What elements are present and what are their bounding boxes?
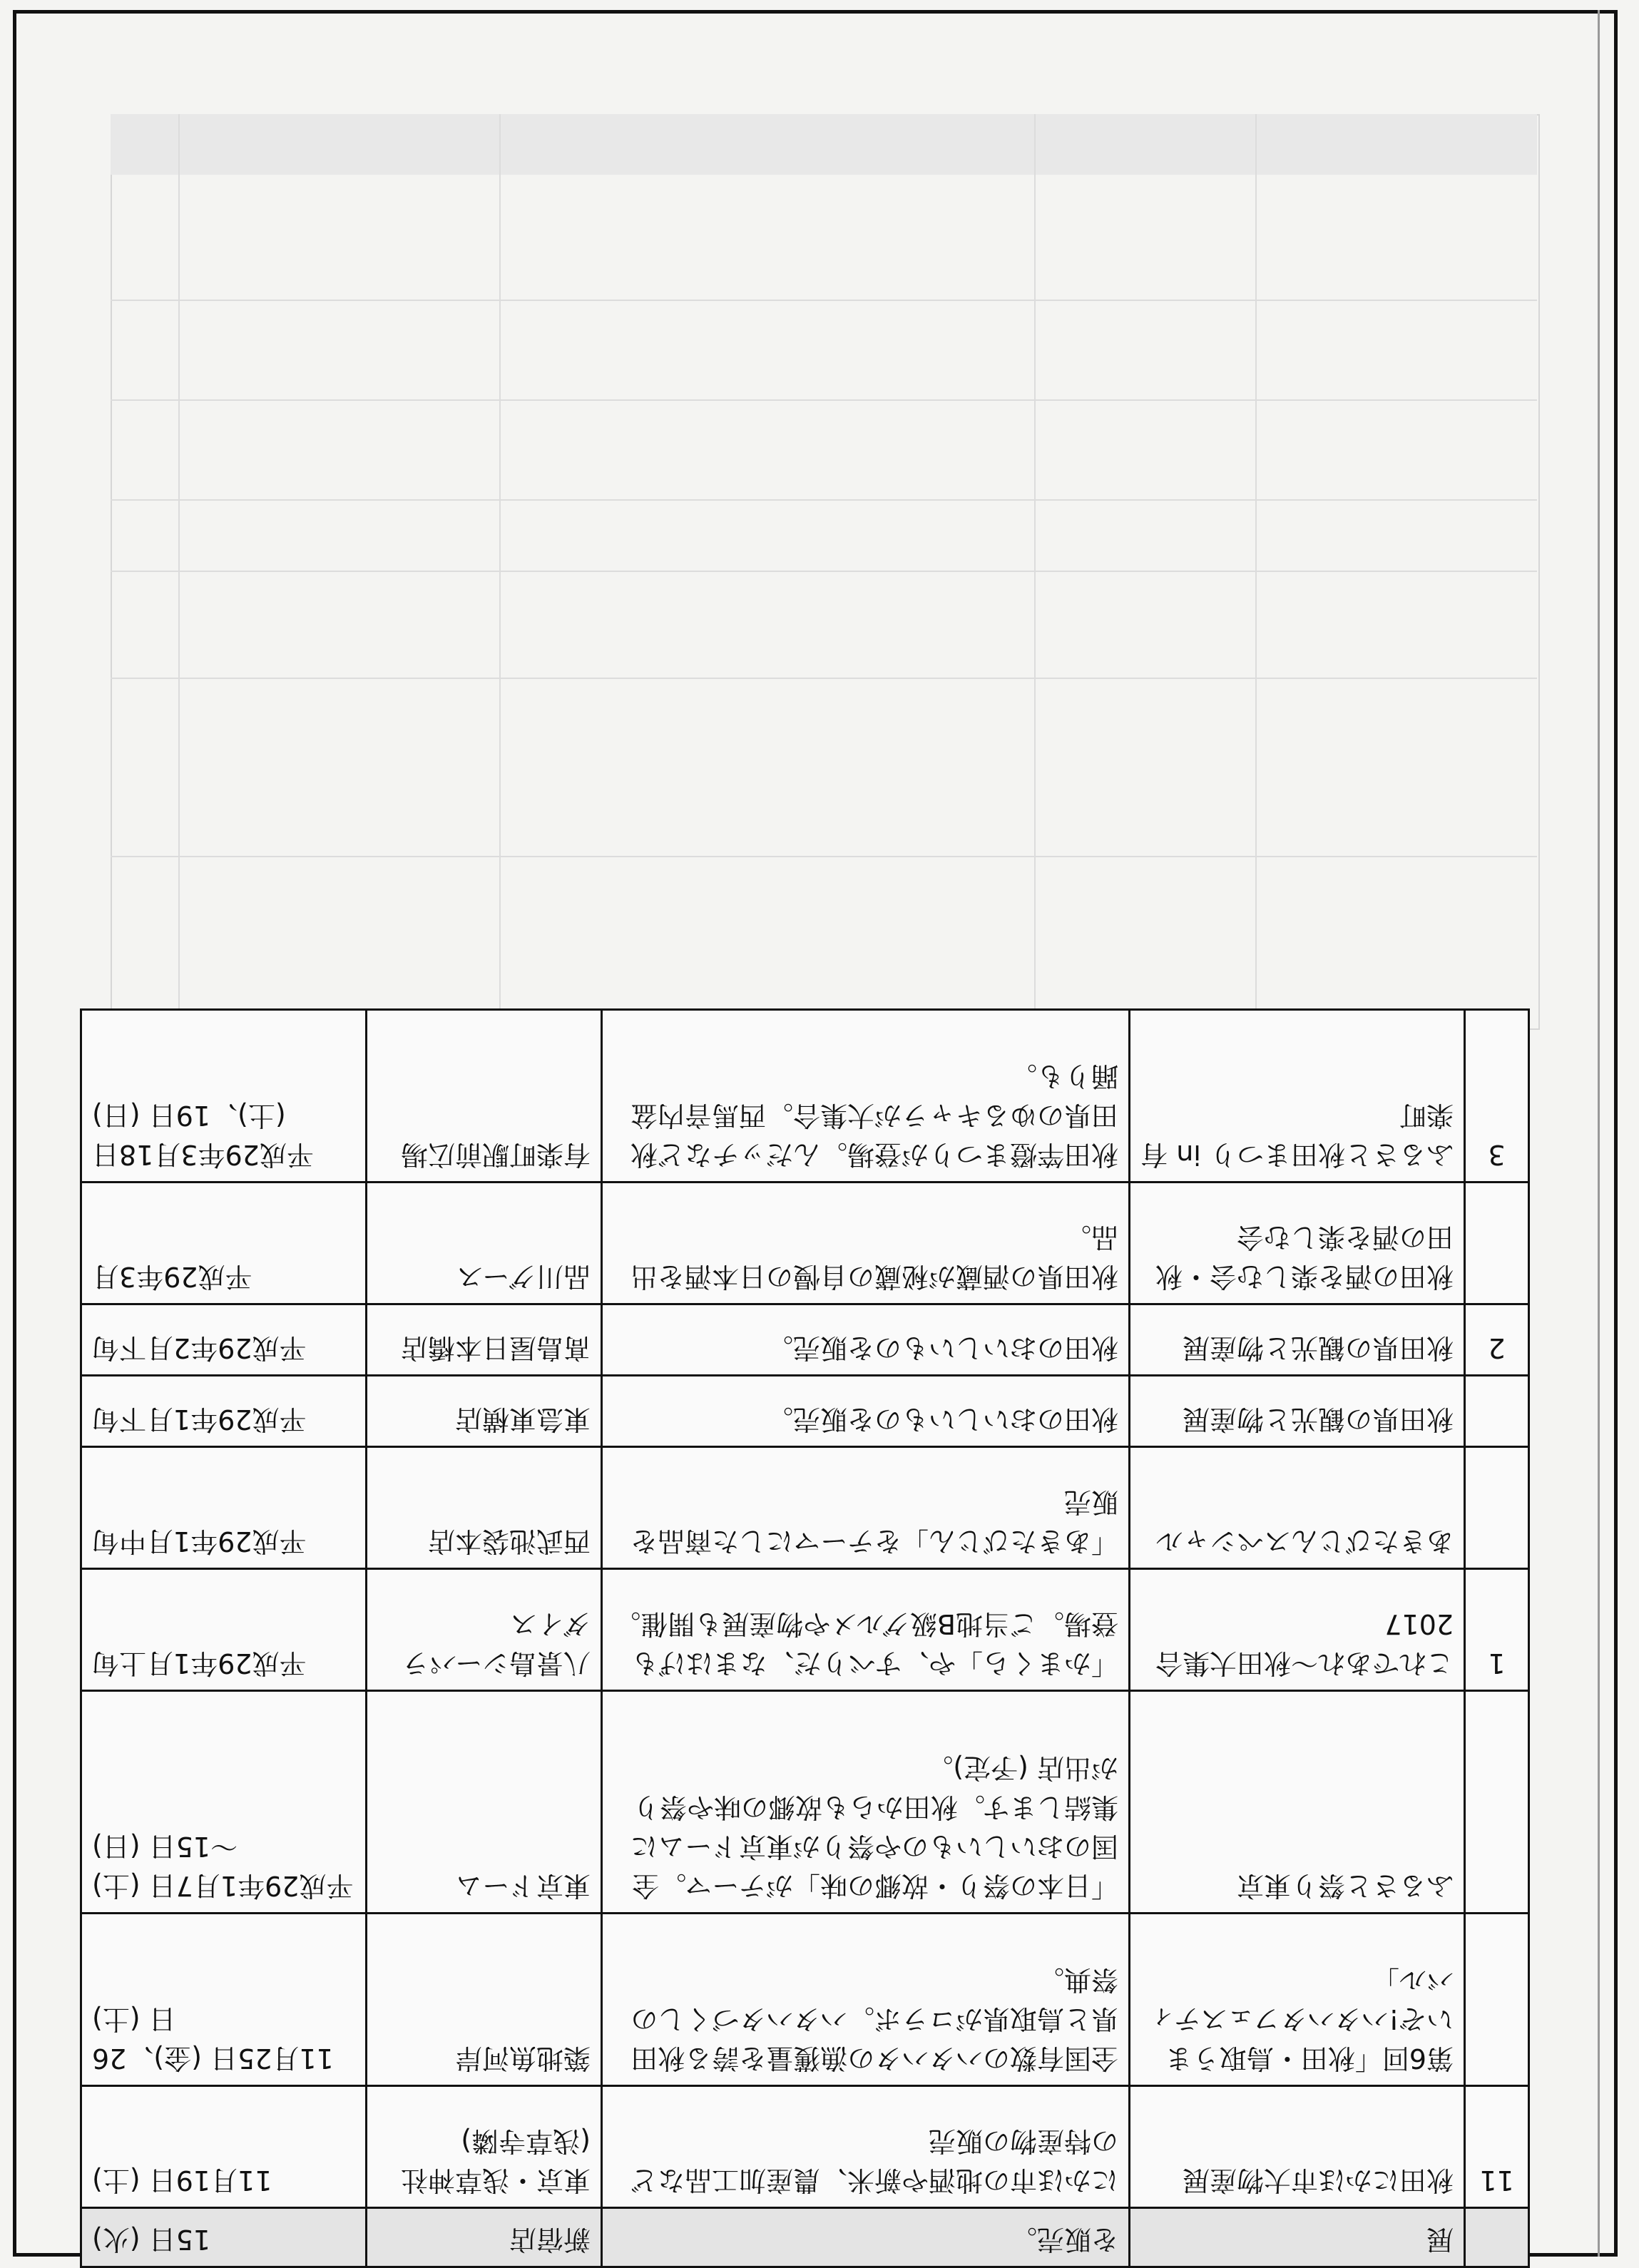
event-name-cell: 展: [1130, 2208, 1465, 2267]
event-name-cell: 秋田の酒を楽しむ会・秋田の酒を楽しむ会: [1130, 1182, 1465, 1304]
date-cell: 平成29年1月中旬: [81, 1447, 367, 1569]
table-row: [81, 2086, 1529, 2208]
bleed-through-rule: [111, 300, 1537, 301]
content-cell: 全国有数のハタハタの漁獲量を誇る秋田県と鳥取県がコラボ。ハタハタづくしの祭典。: [602, 1914, 1130, 2086]
event-name-cell: あきたびじんスペシャル: [1130, 1447, 1465, 1569]
month-cell: [1465, 1914, 1529, 2086]
event-name-cell: 秋田県の観光と物産展: [1130, 1375, 1465, 1446]
date-cell: 平成29年3月18日 (土)、19日 (日): [81, 1010, 367, 1182]
table-row: [81, 1375, 1529, 1446]
table-row: [81, 1569, 1529, 1691]
place-cell: 東急東横店: [367, 1375, 602, 1446]
place-cell: 築地魚河岸: [367, 1914, 602, 2086]
table-row: [81, 1304, 1529, 1375]
table-row: [81, 1182, 1529, 1304]
event-name-cell: これであれ～秋田大集合2017: [1130, 1569, 1465, 1691]
content-cell: 秋田のおいしいものを販売。: [602, 1375, 1130, 1446]
month-cell: 1: [1465, 1569, 1529, 1691]
date-cell: 平成29年3月: [81, 1182, 367, 1304]
event-name-cell: 秋田にかほ市大物産展: [1130, 2086, 1465, 2208]
place-cell: 髙島屋日本橋店: [367, 1304, 602, 1375]
bleed-through-rule: [499, 114, 501, 1027]
event-name-cell: ふるさと秋田まつり in 有楽町: [1130, 1010, 1465, 1182]
table-row: [81, 2208, 1529, 2267]
place-cell: 東京・浅草神社 (浅草寺隣): [367, 2086, 602, 2208]
bleed-through-rule: [111, 499, 1537, 501]
event-name-cell: 秋田県の観光と物産展: [1130, 1304, 1465, 1375]
date-cell: 平成29年1月下旬: [81, 1375, 367, 1446]
content-cell: 秋田県の酒蔵が秘蔵の自慢の日本酒を出品。: [602, 1182, 1130, 1304]
place-cell: 品川グース: [367, 1182, 602, 1304]
date-cell: 平成29年1月上旬: [81, 1569, 367, 1691]
event-table: [80, 1008, 1530, 2268]
bleed-through-header: [111, 114, 1537, 175]
date-cell: 11月25日 (金)、26日 (土): [81, 1914, 367, 2086]
place-cell: 東京ドーム: [367, 1691, 602, 1914]
date-cell: 15日 (火): [81, 2208, 367, 2267]
place-cell: 八景島シーパラダイス: [367, 1569, 602, 1691]
table-row: [81, 1010, 1529, 1182]
bleed-through-rule: [111, 399, 1537, 401]
place-cell: 新宿店: [367, 2208, 602, 2267]
content-cell: 「あきたびじん」をテーマにした商品を販売: [602, 1447, 1130, 1569]
bleed-through-rule: [1255, 114, 1257, 1027]
date-cell: 11月19日 (土): [81, 2086, 367, 2208]
table-row: [81, 1447, 1529, 1569]
bleed-through-rule: [111, 571, 1537, 572]
table-row: [81, 1691, 1529, 1914]
bleed-through-rule: [111, 856, 1537, 857]
content-cell: にかほ市の地酒や新米、農産加工品などの特産物の販売: [602, 2086, 1130, 2208]
place-cell: 有楽町駅前広場: [367, 1010, 602, 1182]
month-cell: [1465, 1375, 1529, 1446]
month-cell: [1465, 1447, 1529, 1569]
month-cell: [1465, 1691, 1529, 1914]
event-name-cell: 第6回「秋田・鳥取うまいぞ!ハタハタフェスティバル」: [1130, 1914, 1465, 2086]
event-name-cell: ふるさと祭り東京: [1130, 1691, 1465, 1914]
month-cell: [1465, 2208, 1529, 2267]
month-cell: 11: [1465, 2086, 1529, 2208]
content-cell: 秋田のおいしいものを販売。: [602, 1304, 1130, 1375]
bleed-through-rule: [178, 114, 180, 1027]
table-row: [81, 1914, 1529, 2086]
scan-edge-line: [1598, 10, 1600, 2257]
content-cell: を販売。: [602, 2208, 1130, 2267]
event-table-rotated: [82, 1008, 1530, 2268]
date-cell: 平成29年2月下旬: [81, 1304, 367, 1375]
content-cell: 秋田竿燈まつりが登場。んだッチなど秋田県のゆるキャラが大集合。西馬音内盆踊りも。: [602, 1010, 1130, 1182]
month-cell: 3: [1465, 1010, 1529, 1182]
content-cell: 「日本の祭り・故郷の味」がテーマ。全国のおいしいものや祭りが東京ドームに集結します。秋田からも故郷の味や祭りが出店 (予定)。: [602, 1691, 1130, 1914]
content-cell: 「かまくら」や、すべりだ、なまはげも登場。ご当地B級グルメや物産展も開催。: [602, 1569, 1130, 1691]
bleed-through-rule: [1034, 114, 1036, 1027]
bleed-through-table: [111, 114, 1540, 1030]
place-cell: 西武池袋本店: [367, 1447, 602, 1569]
month-cell: [1465, 1182, 1529, 1304]
date-cell: 平成29年1月7日 (土) ～15日 (日): [81, 1691, 367, 1914]
month-cell: 2: [1465, 1304, 1529, 1375]
bleed-through-rule: [111, 678, 1537, 679]
